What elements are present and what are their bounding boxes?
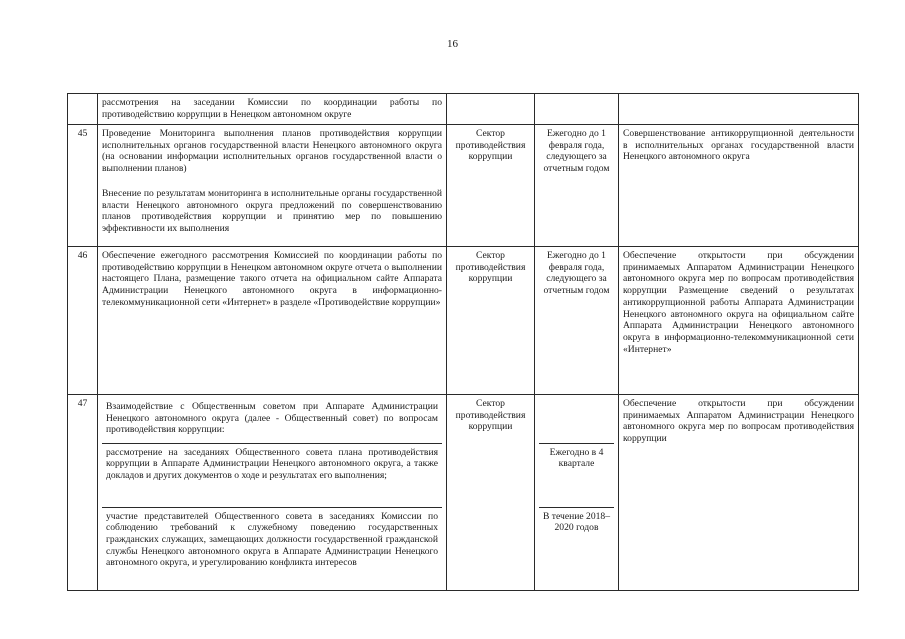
table-row [68, 395, 859, 591]
table-row [68, 247, 859, 395]
deadline-cell [535, 94, 619, 125]
executor-cell: Сектор противодействия коррупции [447, 395, 535, 591]
deadline-empty [539, 398, 614, 443]
row-number [68, 94, 98, 125]
measure-cell [98, 125, 447, 247]
table-row [68, 125, 859, 247]
row-number: 46 [68, 247, 98, 395]
sub-deadline-text: Ежегодно в 4 квартале [539, 443, 614, 507]
deadline-cell: Ежегодно до 1 февраля года, следующего за отчетным годом [535, 247, 619, 395]
page-number: 16 [447, 38, 458, 50]
deadline-cell [535, 395, 619, 591]
result-cell: Совершенствование антикоррупционной деятельности в исполнительных органах государственной власти Ненецкого автономного округа [619, 125, 859, 247]
measure-text: Проведение Мониторинга выполнения планов противодействия коррупции исполнительных органов государственной власти Ненецкого автономного округа (на основании информации исполнительных органов государственной власти о выполнении планов) [102, 128, 442, 175]
row-number: 47 [68, 395, 98, 591]
measure-text: рассмотрения на заседании Комиссии по координации работы по противодействию коррупции в Ненецком автономном округе [98, 94, 447, 125]
measure-text: Обеспечение ежегодного рассмотрения Комиссией по координации работы по противодействию коррупции в Ненецком автономном округе отчета о выполнении настоящего Плана, размещение такого отчета на официальном сайте Аппарата Администрации Ненецкого автономного округа в информационно-телекоммуникационной сети «Интернет» в разделе «Противодействие коррупции» [98, 247, 447, 395]
executor-cell: Сектор противодействия коррупции [447, 125, 535, 247]
sub-measure-text: участие представителей Общественного совета в заседаниях Комиссии по соблюдению требований к служебному поведению государственных гражданских служащих, замещающих должности государственной гражданской службы Ненецкого автономного округа в Аппарате Администрации Ненецкого автономного округа, и урегулированию конфликта интересов [102, 507, 442, 587]
sub-deadline-text: В течение 2018–2020 годов [539, 507, 614, 587]
result-cell: Обеспечение открытости при обсуждении принимаемых Аппаратом Администрации Ненецкого автономного округа мер по вопросам противодействия коррупции [619, 395, 859, 591]
row-number: 45 [68, 125, 98, 247]
result-cell: Обеспечение открытости при обсуждении принимаемых Аппаратом Администрации Ненецкого автономного округа мер по вопросам противодействия коррупции Размещение сведений о результатах антикоррупционной работы Аппарата Администрации Ненецкого автономного округа на официальном сайте Аппарата Администрации Ненецкого автономного округа в информационно-телекоммуникационной сети «Интернет» [619, 247, 859, 395]
result-cell [619, 94, 859, 125]
table-row [68, 94, 859, 125]
measure-text: Внесение по результатам мониторинга в исполнительные органы государственной власти Ненецкого автономного округа предложений по совершенствованию планов противодействия коррупции и принятию мер по повышению эффективности их выполнения [102, 187, 442, 234]
measure-cell [98, 395, 447, 591]
sub-measures [102, 398, 442, 587]
deadline-cell: Ежегодно до 1 февраля года, следующего за отчетным годом [535, 125, 619, 247]
sub-measure-text: рассмотрение на заседаниях Общественного совета плана противодействия коррупции в Аппарате Администрации Ненецкого автономного округа, а также докладов и других документов о ходе и результатах его выполнения; [102, 443, 442, 507]
plan-table [67, 93, 859, 591]
executor-cell [447, 94, 535, 125]
measure-text: Взаимодействие с Общественным советом при Аппарате Администрации Ненецкого автономного округа (далее - Общественный совет) по вопросам противодействия коррупции: [106, 401, 438, 436]
executor-cell: Сектор противодействия коррупции [447, 247, 535, 395]
sub-deadlines [539, 398, 614, 587]
